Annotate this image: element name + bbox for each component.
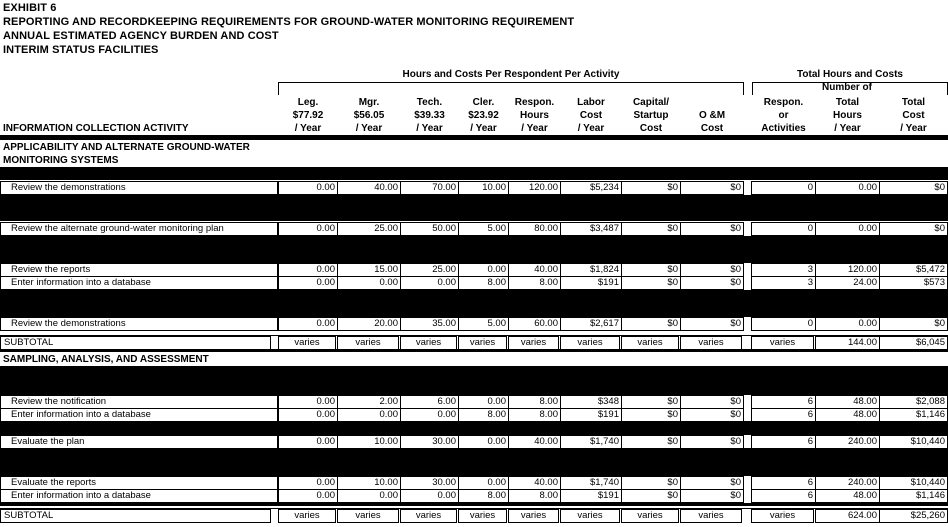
value-cell: $0 xyxy=(621,276,681,290)
value-cell: varies xyxy=(560,336,620,350)
value-cell: $191 xyxy=(560,276,622,290)
value-cell: 0.00 xyxy=(400,408,459,422)
column-header-line: Mgr. xyxy=(358,97,380,108)
table-row xyxy=(0,395,948,408)
table-row xyxy=(0,435,948,448)
value-cell: 48.00 xyxy=(815,395,880,409)
value-cell: varies xyxy=(508,336,559,350)
value-cell: varies xyxy=(751,336,814,350)
value-cell: varies xyxy=(621,509,679,523)
column-header-line: / Year xyxy=(355,123,383,134)
column-header xyxy=(508,96,561,135)
value-cell: 0.00 xyxy=(815,317,880,331)
value-cell: 30.00 xyxy=(400,476,459,490)
value-cell: 8.00 xyxy=(508,276,561,290)
subtotal-row xyxy=(0,508,948,522)
value-cell: $0 xyxy=(680,181,744,195)
value-cell: $0 xyxy=(621,408,681,422)
column-header-line: Leg. xyxy=(297,97,319,108)
value-cell: $3,487 xyxy=(560,222,622,236)
column-header-line: Hours xyxy=(520,110,549,121)
value-cell: $0 xyxy=(680,476,744,490)
value-cell: 0.00 xyxy=(815,222,880,236)
value-cell: 0.00 xyxy=(278,276,338,290)
column-header-line: Tech. xyxy=(416,97,443,108)
column-header-line: or xyxy=(778,110,789,121)
column-header xyxy=(337,96,401,135)
column-header xyxy=(400,96,459,135)
value-cell: $0 xyxy=(680,222,744,236)
value-cell: 80.00 xyxy=(508,222,561,236)
value-cell: 0.00 xyxy=(458,476,509,490)
value-cell: 0.00 xyxy=(400,276,459,290)
value-cell: 6 xyxy=(751,489,816,503)
activity-label: Review the demonstrations xyxy=(0,181,278,195)
value-cell: 0.00 xyxy=(278,317,338,331)
value-cell: varies xyxy=(400,336,457,350)
facility-type: INTERIM STATUS FACILITIES xyxy=(3,44,159,56)
value-cell: 0.00 xyxy=(815,181,880,195)
value-cell: $25,260 xyxy=(879,509,948,523)
value-cell: $10,440 xyxy=(879,435,948,449)
value-cell: 70.00 xyxy=(400,181,459,195)
value-cell: $1,824 xyxy=(560,263,622,277)
activity-label: SUBTOTAL xyxy=(0,336,271,350)
value-cell: 0 xyxy=(751,222,816,236)
value-cell: 0.00 xyxy=(278,263,338,277)
value-cell: varies xyxy=(751,509,814,523)
column-header-line: $23.92 xyxy=(468,110,499,121)
value-cell: varies xyxy=(560,509,620,523)
value-cell: $573 xyxy=(879,276,948,290)
section-band-right xyxy=(751,352,948,366)
value-cell: 0.00 xyxy=(337,489,401,503)
value-cell: 6 xyxy=(751,395,816,409)
table-row xyxy=(0,317,948,330)
value-cell: $0 xyxy=(680,263,744,277)
exhibit-number: EXHIBIT 6 xyxy=(3,2,57,14)
column-header xyxy=(680,109,744,135)
column-header-line: Cler. xyxy=(472,97,495,108)
value-cell: 6 xyxy=(751,408,816,422)
column-header xyxy=(278,96,338,135)
value-cell: 25.00 xyxy=(337,222,401,236)
value-cell: varies xyxy=(337,509,399,523)
column-header-line: Total xyxy=(835,97,860,108)
value-cell: varies xyxy=(337,336,399,350)
activity-label: Evaluate the reports xyxy=(0,476,278,490)
value-cell: varies xyxy=(458,336,507,350)
value-cell: $0 xyxy=(680,276,744,290)
column-header-line: $56.05 xyxy=(353,110,385,121)
section-title xyxy=(3,353,209,366)
value-cell: varies xyxy=(680,336,742,350)
column-header-line: Hours xyxy=(833,110,862,121)
value-cell: $0 xyxy=(621,263,681,277)
value-cell: $0 xyxy=(621,489,681,503)
value-cell: 0.00 xyxy=(458,263,509,277)
activity-label: Enter information into a database xyxy=(0,489,278,503)
value-cell: 6 xyxy=(751,435,816,449)
value-cell: varies xyxy=(680,509,742,523)
value-cell: 60.00 xyxy=(508,317,561,331)
column-header-line: Respon. xyxy=(763,97,804,108)
table-row xyxy=(0,222,948,235)
value-cell: $1,740 xyxy=(560,435,622,449)
value-cell: $0 xyxy=(680,435,744,449)
report-subtitle: ANNUAL ESTIMATED AGENCY BURDEN AND COST xyxy=(3,30,279,42)
value-cell: 30.00 xyxy=(400,435,459,449)
activity-label: Enter information into a database xyxy=(0,408,278,422)
value-cell: 120.00 xyxy=(815,263,880,277)
column-header-line: / Year xyxy=(470,123,497,134)
column-header xyxy=(879,96,948,135)
value-cell: 0.00 xyxy=(458,395,509,409)
value-cell: $0 xyxy=(621,222,681,236)
table-row xyxy=(0,408,948,421)
column-header-line: O &M xyxy=(698,110,726,121)
column-header-line: / Year xyxy=(900,123,927,134)
table-row xyxy=(0,476,948,489)
column-header-line: $77.92 xyxy=(292,110,324,121)
column-header-line: Cost xyxy=(902,110,925,121)
column-header-line: Cost xyxy=(639,123,663,134)
section-title-line: MONITORING SYSTEMS xyxy=(3,155,119,166)
activity-label: SUBTOTAL xyxy=(0,509,271,523)
value-cell: $5,472 xyxy=(879,263,948,277)
value-cell: 20.00 xyxy=(337,317,401,331)
value-cell: $0 xyxy=(879,222,948,236)
value-cell: 120.00 xyxy=(508,181,561,195)
value-cell: 10.00 xyxy=(337,476,401,490)
value-cell: $2,088 xyxy=(879,395,948,409)
report-title: REPORTING AND RECORDKEEPING REQUIREMENTS FOR GROUND-WATER MONITORING REQUIREMENT xyxy=(3,16,575,28)
column-header xyxy=(560,96,622,135)
value-cell: 8.00 xyxy=(508,395,561,409)
document-title-block xyxy=(3,1,574,57)
activity-label: Review the alternate ground-water monitoring plan xyxy=(0,222,278,236)
value-cell: 35.00 xyxy=(400,317,459,331)
value-cell: $191 xyxy=(560,489,622,503)
column-header-line: Respon. xyxy=(514,97,555,108)
column-header-line: Cost xyxy=(700,123,724,134)
value-cell: 25.00 xyxy=(400,263,459,277)
value-cell: $348 xyxy=(560,395,622,409)
value-cell: $1,740 xyxy=(560,476,622,490)
value-cell: $0 xyxy=(680,408,744,422)
subtotal-row xyxy=(0,335,948,349)
value-cell: 0.00 xyxy=(278,489,338,503)
value-cell: 8.00 xyxy=(508,489,561,503)
section-title xyxy=(3,141,250,167)
separator-bar xyxy=(0,421,948,435)
column-header-line: Activities xyxy=(761,123,806,134)
number-of-header: Number of xyxy=(822,82,872,93)
separator-bar xyxy=(0,366,948,395)
column-header-line: / Year xyxy=(834,123,861,134)
section-band-right xyxy=(751,140,948,167)
value-cell: $6,045 xyxy=(879,336,948,350)
value-cell: $10,440 xyxy=(879,476,948,490)
total-header: Total Hours and Costs xyxy=(797,69,903,80)
value-cell: 10.00 xyxy=(458,181,509,195)
value-cell: varies xyxy=(278,509,336,523)
column-header-line: / Year xyxy=(577,123,605,134)
value-cell: 0.00 xyxy=(278,222,338,236)
column-header-line: / Year xyxy=(416,123,443,134)
value-cell: 40.00 xyxy=(508,435,561,449)
value-cell: varies xyxy=(621,336,679,350)
column-header-line: Cost xyxy=(579,110,603,121)
value-cell: 6.00 xyxy=(400,395,459,409)
value-cell: 0.00 xyxy=(337,408,401,422)
column-header-line: / Year xyxy=(294,123,322,134)
column-header-line: Startup xyxy=(633,110,669,121)
value-cell: 6 xyxy=(751,476,816,490)
separator-bar xyxy=(0,236,948,263)
value-cell: 5.00 xyxy=(458,222,509,236)
column-header xyxy=(621,96,681,135)
value-cell: 50.00 xyxy=(400,222,459,236)
separator-bar xyxy=(0,290,948,317)
value-cell: 15.00 xyxy=(337,263,401,277)
value-cell: 240.00 xyxy=(815,435,880,449)
value-cell: $0 xyxy=(879,181,948,195)
value-cell: $0 xyxy=(621,181,681,195)
value-cell: $0 xyxy=(621,395,681,409)
value-cell: 40.00 xyxy=(508,476,561,490)
value-cell: varies xyxy=(508,509,559,523)
value-cell: varies xyxy=(400,509,457,523)
column-header xyxy=(815,96,880,135)
value-cell: 24.00 xyxy=(815,276,880,290)
column-header-line: / Year xyxy=(521,123,548,134)
value-cell: $0 xyxy=(680,317,744,331)
value-cell: 0 xyxy=(751,317,816,331)
value-cell: $0 xyxy=(621,435,681,449)
value-cell: $0 xyxy=(680,489,744,503)
value-cell: $2,617 xyxy=(560,317,622,331)
activity-label: Review the notification xyxy=(0,395,278,409)
value-cell: 240.00 xyxy=(815,476,880,490)
column-header-line: Total xyxy=(901,97,926,108)
value-cell: 40.00 xyxy=(337,181,401,195)
activity-column-header: INFORMATION COLLECTION ACTIVITY xyxy=(3,123,189,134)
value-cell: 10.00 xyxy=(337,435,401,449)
value-cell: 8.00 xyxy=(508,408,561,422)
value-cell: 0.00 xyxy=(278,476,338,490)
activity-label: Review the reports xyxy=(0,263,278,277)
value-cell: 8.00 xyxy=(458,408,509,422)
column-header-line: $39.33 xyxy=(414,110,445,121)
column-header-line: Capital/ xyxy=(632,97,670,108)
value-cell: $0 xyxy=(621,476,681,490)
activity-label: Review the demonstrations xyxy=(0,317,278,331)
value-cell: $0 xyxy=(621,317,681,331)
value-cell: 8.00 xyxy=(458,489,509,503)
separator-bar xyxy=(0,448,948,476)
value-cell: 3 xyxy=(751,263,816,277)
value-cell: 3 xyxy=(751,276,816,290)
activity-label: Enter information into a database xyxy=(0,276,278,290)
value-cell: 5.00 xyxy=(458,317,509,331)
per-respondent-header: Hours and Costs Per Respondent Per Activity xyxy=(402,69,620,80)
value-cell: 0.00 xyxy=(278,181,338,195)
separator-bar xyxy=(0,167,948,180)
value-cell: 48.00 xyxy=(815,489,880,503)
value-cell: 624.00 xyxy=(815,509,880,523)
value-cell: 0.00 xyxy=(278,435,338,449)
value-cell: 2.00 xyxy=(337,395,401,409)
section-title-line: APPLICABILITY AND ALTERNATE GROUND-WATER xyxy=(3,142,250,153)
value-cell: 0.00 xyxy=(337,276,401,290)
value-cell: 40.00 xyxy=(508,263,561,277)
table-row xyxy=(0,263,948,276)
column-header-line: Labor xyxy=(577,97,605,108)
value-cell: 0 xyxy=(751,181,816,195)
value-cell: varies xyxy=(458,509,507,523)
separator-bar xyxy=(0,503,948,506)
value-cell: 48.00 xyxy=(815,408,880,422)
table-row xyxy=(0,276,948,289)
value-cell: $191 xyxy=(560,408,622,422)
value-cell: 0.00 xyxy=(458,435,509,449)
table-row xyxy=(0,489,948,502)
column-header xyxy=(751,96,816,135)
value-cell: 0.00 xyxy=(278,395,338,409)
table-row xyxy=(0,181,948,194)
activity-label: Evaluate the plan xyxy=(0,435,278,449)
value-cell: 144.00 xyxy=(815,336,880,350)
value-cell: $0 xyxy=(680,395,744,409)
value-cell: varies xyxy=(278,336,336,350)
per-respondent-bracket xyxy=(278,82,744,95)
value-cell: $0 xyxy=(879,317,948,331)
section-title-line: SAMPLING, ANALYSIS, AND ASSESSMENT xyxy=(3,354,209,365)
value-cell: $1,146 xyxy=(879,489,948,503)
value-cell: $1,146 xyxy=(879,408,948,422)
value-cell: 0.00 xyxy=(400,489,459,503)
column-header xyxy=(458,96,509,135)
value-cell: $5,234 xyxy=(560,181,622,195)
value-cell: 0.00 xyxy=(278,408,338,422)
separator-bar xyxy=(0,195,948,221)
value-cell: 8.00 xyxy=(458,276,509,290)
